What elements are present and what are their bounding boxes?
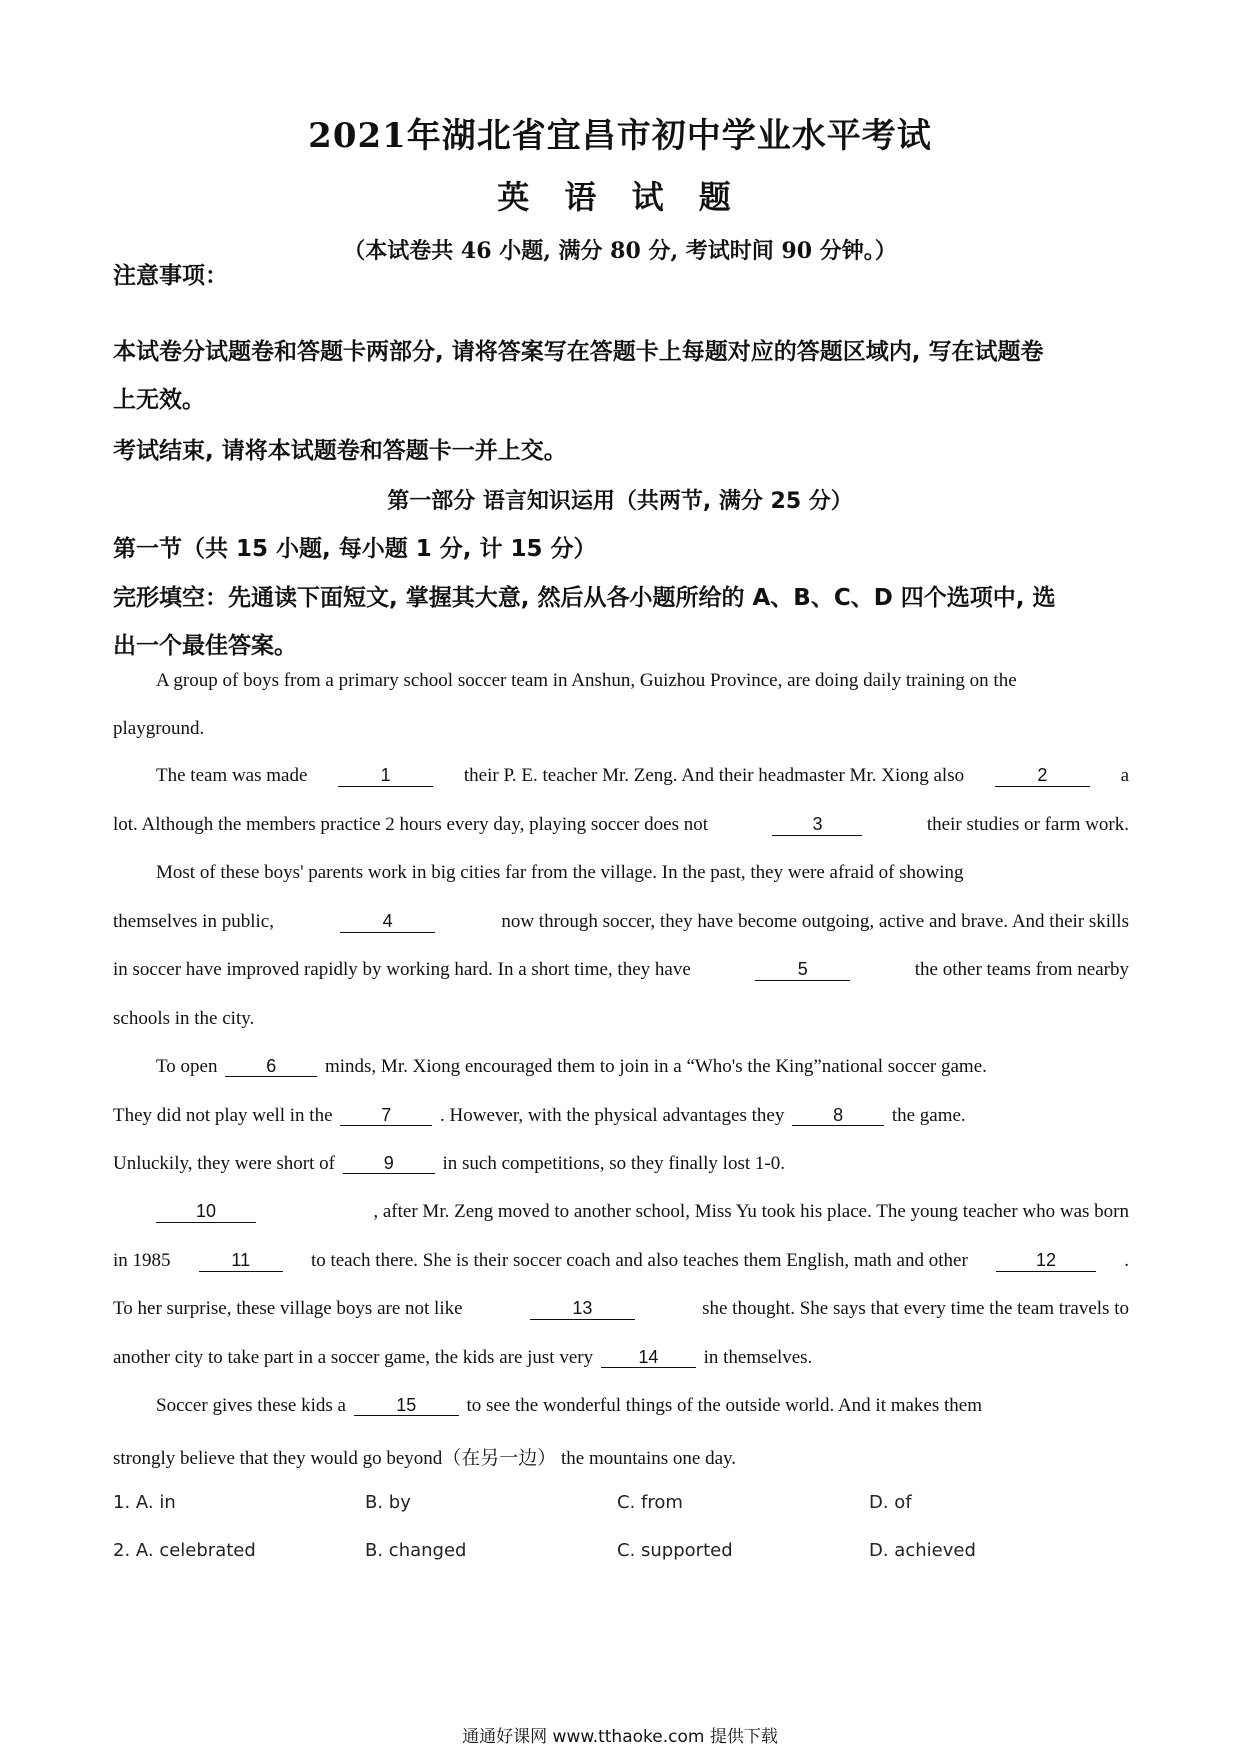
passage-text: , after Mr. Zeng moved to another school, Miss Yu took his place. The young teacher who was born bbox=[373, 1201, 1129, 1222]
passage-text: minds, Mr. Xiong encouraged them to join in a “Who's the King”national soccer game. bbox=[324, 1056, 987, 1077]
passage-line bbox=[113, 1105, 966, 1127]
question-2-option-d: D. achieved bbox=[869, 1540, 976, 1561]
blank-15: 15 bbox=[354, 1395, 459, 1416]
cloze-instruction-line-2: 出一个最佳答案。 bbox=[113, 633, 297, 659]
footer-source: 通通好课网 www.tthaoke.com 提供下载 bbox=[462, 1727, 778, 1747]
question-1-option-d: D. of bbox=[869, 1492, 912, 1513]
passage-text: in soccer have improved rapidly by working hard. In a short time, they have bbox=[113, 959, 691, 980]
passage-text: lot. Although the members practice 2 hours every day, playing soccer does not bbox=[113, 814, 708, 835]
passage-line bbox=[156, 765, 1129, 787]
passage-text: in such competitions, so they finally lost 1-0. bbox=[442, 1153, 785, 1174]
passage-text: Unluckily, they were short of bbox=[113, 1153, 335, 1174]
passage-line bbox=[156, 1056, 987, 1078]
passage-text: To her surprise, these village boys are not like bbox=[113, 1298, 463, 1319]
blank-10: 10 bbox=[156, 1201, 256, 1223]
question-2-option-b: B. changed bbox=[365, 1540, 467, 1561]
question-1-option-a: 1. A. in bbox=[113, 1492, 176, 1513]
passage-line bbox=[113, 1347, 812, 1369]
passage-text: The team was made bbox=[156, 765, 308, 786]
cloze-instruction-line-1: 完形填空：先通读下面短文, 掌握其大意, 然后从各小题所给的 A、B、C、D 四个选项中, 选 bbox=[113, 585, 1056, 611]
passage-line bbox=[113, 1153, 785, 1175]
exam-subtitle: 英 语 试 题 bbox=[497, 178, 743, 216]
blank-12: 12 bbox=[996, 1250, 1096, 1272]
passage-text: she thought. She says that every time the team travels to bbox=[702, 1298, 1129, 1319]
passage-line bbox=[113, 911, 1129, 933]
passage-text: . bbox=[1124, 1250, 1129, 1271]
notice-item-2: 考试结束, 请将本试题卷和答题卡一并上交。 bbox=[113, 438, 567, 464]
passage-line bbox=[113, 1298, 1129, 1320]
passage-text: to see the wonderful things of the outside world. And it makes them bbox=[466, 1395, 983, 1416]
blank-14: 14 bbox=[601, 1347, 696, 1368]
question-1-option-b: B. by bbox=[365, 1492, 411, 1513]
blank-9: 9 bbox=[343, 1153, 435, 1174]
blank-8: 8 bbox=[792, 1105, 884, 1126]
passage-text: to teach there. She is their soccer coach and also teaches them English, math and other bbox=[310, 1250, 968, 1271]
passage-text: To open bbox=[156, 1056, 218, 1077]
passage-text: in 1985 bbox=[113, 1250, 171, 1271]
blank-3: 3 bbox=[772, 814, 862, 836]
passage-line bbox=[156, 1201, 1129, 1223]
question-2-option-c: C. supported bbox=[617, 1540, 733, 1561]
passage-line: A group of boys from a primary school soccer team in Anshun, Guizhou Province, are doing daily training on the bbox=[156, 670, 1017, 691]
passage-text: themselves in public, bbox=[113, 911, 274, 932]
blank-2: 2 bbox=[995, 765, 1090, 787]
blank-13: 13 bbox=[530, 1298, 635, 1320]
passage-text: their studies or farm work. bbox=[926, 814, 1129, 835]
passage-text: a bbox=[1120, 765, 1129, 786]
passage-line: playground. bbox=[113, 718, 205, 739]
exam-title: 2021年湖北省宜昌市初中学业水平考试 bbox=[308, 116, 932, 156]
question-2-option-a: 2. A. celebrated bbox=[113, 1540, 256, 1561]
passage-text: in themselves. bbox=[703, 1347, 813, 1368]
passage-text: Soccer gives these kids a bbox=[156, 1395, 346, 1416]
passage-text: They did not play well in the bbox=[113, 1105, 333, 1126]
passage-text: another city to take part in a soccer game, the kids are just very bbox=[113, 1347, 594, 1368]
blank-5: 5 bbox=[755, 959, 850, 981]
passage-line: Most of these boys' parents work in big cities far from the village. In the past, they were afraid of showing bbox=[156, 862, 964, 883]
passage-line bbox=[113, 1250, 1129, 1272]
notice-item-1-line-2: 上无效。 bbox=[113, 387, 205, 413]
passage-line bbox=[156, 1395, 982, 1417]
passage-text: their P. E. teacher Mr. Zeng. And their headmaster Mr. Xiong also bbox=[463, 765, 965, 786]
passage-line bbox=[113, 959, 1129, 981]
passage-text: now through soccer, they have become outgoing, active and brave. And their skills bbox=[501, 911, 1129, 932]
exam-info: （本试卷共 46 小题, 满分 80 分, 考试时间 90 分钟。） bbox=[343, 238, 897, 264]
passage-line bbox=[113, 814, 1129, 836]
passage-line: strongly believe that they would go beyond（在另一边） the mountains one day. bbox=[113, 1448, 737, 1469]
blank-7: 7 bbox=[340, 1105, 432, 1126]
passage-line: schools in the city. bbox=[113, 1008, 255, 1029]
blank-4: 4 bbox=[340, 911, 435, 933]
question-1-option-c: C. from bbox=[617, 1492, 683, 1513]
section-1-title: 第一节（共 15 小题, 每小题 1 分, 计 15 分） bbox=[113, 536, 597, 562]
blank-1: 1 bbox=[338, 765, 433, 787]
part-1-title: 第一部分 语言知识运用（共两节, 满分 25 分） bbox=[387, 489, 853, 514]
blank-11: 11 bbox=[199, 1250, 283, 1272]
notice-item-1-line-1: 本试卷分试题卷和答题卡两部分, 请将答案写在答题卡上每题对应的答题区域内, 写在试题卷 bbox=[113, 339, 1044, 365]
notice-heading: 注意事项： bbox=[113, 263, 228, 289]
blank-6: 6 bbox=[225, 1056, 317, 1077]
passage-text: the other teams from nearby bbox=[914, 959, 1129, 980]
passage-text: the game. bbox=[891, 1105, 966, 1126]
passage-text: . However, with the physical advantages they bbox=[440, 1105, 785, 1126]
